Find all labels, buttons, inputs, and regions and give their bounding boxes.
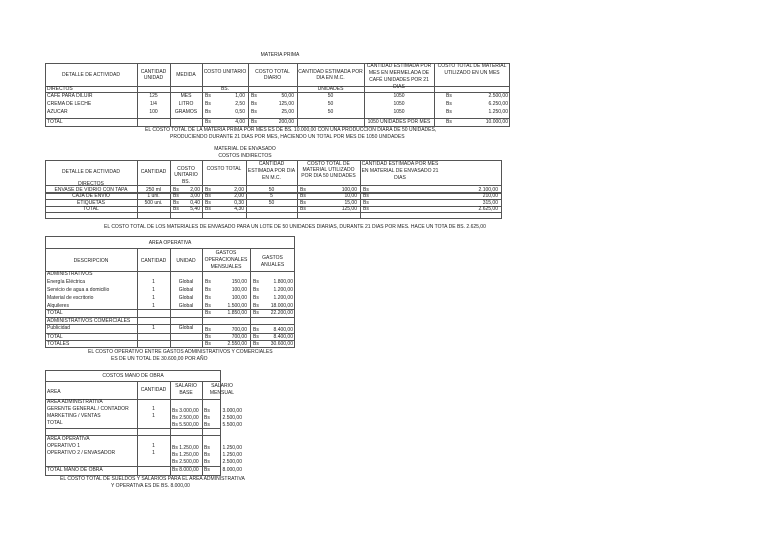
- env-header-cantidad-mes: CANTIDAD ESTIMADA POR MES EN MATERIAL DE ENVASADO 21 DIAS: [361, 161, 439, 181]
- mo-header-salario-base: SALARIO BASE: [175, 383, 197, 396]
- area-operativa-title: AREA OPERATIVA: [148, 240, 192, 246]
- env-header-detalle: DETALLE DE ACTIVIDAD: [62, 169, 120, 175]
- op-admin-label: ADMINISTRATIVOS: [47, 271, 93, 277]
- header-costo-total: COSTO TOTAL DIARIO: [255, 69, 290, 81]
- header-cantidad-estimada: CANTIDAD ESTIMADA POR DIA EN M.C.: [298, 69, 363, 81]
- op-header-desc: DESCRIPCION: [73, 258, 109, 264]
- header-costo-material: COSTO TOTAL DE MATERIAL UTILIZADO EN UN MES: [437, 63, 507, 76]
- header-cantidad: CANTIDAD UNIDAD: [140, 69, 167, 81]
- op-header-unidad: UNIDAD: [176, 258, 196, 264]
- env-header-cantidad: CANTIDAD: [140, 169, 167, 175]
- envasado-title: MATERIAL DE ENVASADO: [214, 146, 276, 152]
- env-header-bs: BS.: [181, 179, 191, 185]
- env-header-cantidad-estimada: CANTIDAD ESTIMADA POR DIA EN M.C.: [247, 161, 296, 181]
- header-medida: MEDIDA: [176, 72, 196, 78]
- mo-note-2: Y OPERATIVA ES DE BS. 8.000,00: [111, 483, 190, 489]
- env-header-costo-total: COSTO TOTAL: [206, 166, 242, 172]
- mano-obra-title: COSTOS MANO DE OBRA: [102, 373, 164, 379]
- env-directos-label: DIRECTOS: [78, 181, 104, 187]
- mo-op-title: AREA OPERATIVA: [47, 436, 90, 442]
- mo-adm-title: AREA ADMINISTRATIVA: [47, 399, 103, 405]
- envasado-note: EL COSTO TOTAL DE LOS MATERIALES DE ENVASADO PARA UN LOTE DE 50 UNIDADES DIARIAS, DURANTE 21 DIAS POR MES. HACE UN TOTA DE BS. 2.625,00: [104, 224, 486, 230]
- mp-note-2: PRODUCIENDO DURANTE 21 DIAS POR MES, HACIENDO UN TOTAL POR MES DE 1050 UNIDADES: [170, 134, 405, 140]
- materia-prima-title: MATERIA PRIMA: [260, 52, 300, 58]
- op-header-gastos-mensuales: GASTOS OPERACIONALES MENSUALES: [204, 250, 248, 270]
- header-detalle: DETALLE DE ACTIVIDAD: [62, 72, 120, 78]
- header-costo-unitario: COSTO UNITARIO: [203, 69, 247, 75]
- envasado-subtitle: COSTOS INDIRECTOS: [218, 153, 272, 159]
- op-admin-com-label: ADMINISTRATIVOS COMERCIALES: [47, 318, 131, 324]
- op-note-1: EL COSTO OPERATIVO ENTRE GASTOS ADMINISTRATIVOS Y COMERCIALES: [88, 349, 273, 355]
- header-bs: BS.: [220, 86, 230, 92]
- op-header-cantidad: CANTIDAD: [140, 258, 167, 264]
- op-header-gastos-anuales: GASTOS ANUALES: [260, 255, 285, 268]
- mo-header-salario-mensual: SALARIO MENSUAL: [209, 383, 235, 396]
- mo-header-cantidad: CANTIDAD: [140, 387, 167, 393]
- directos-label: DIRECTOS: [47, 86, 73, 92]
- mo-header-area: AREA: [47, 389, 61, 395]
- mp-note-1: EL COSTO TOTAL DE LA MATERIA PRIMA POR MES ES DE BS. 10.000,00 CON UNA PRODUCCION DIARA DE 50 UNIDADES,: [145, 127, 437, 133]
- op-note-2: ES DE UN TOTAL DE 30.600,00 POR AÑO: [111, 356, 208, 362]
- header-cantidad-mes: CANTIDAD ESTIMADA POR MES EN MERMELADA DE CAFÉ UNIDADES POR 21 DIAS: [366, 63, 432, 90]
- env-header-costo-material: COSTO TOTAL DE MATERIAL UTILIZADO POR DIA 50 UNIDADES: [301, 161, 356, 179]
- mo-note-1: EL COSTO TOTAL DE SUELDOS Y SALARIOS PARA EL AREA ADMINISTRATIVA: [60, 476, 245, 482]
- env-header-costo-unitario: COSTO UNITARIO: [174, 166, 198, 178]
- header-unidades: UNIDADES: [317, 86, 344, 92]
